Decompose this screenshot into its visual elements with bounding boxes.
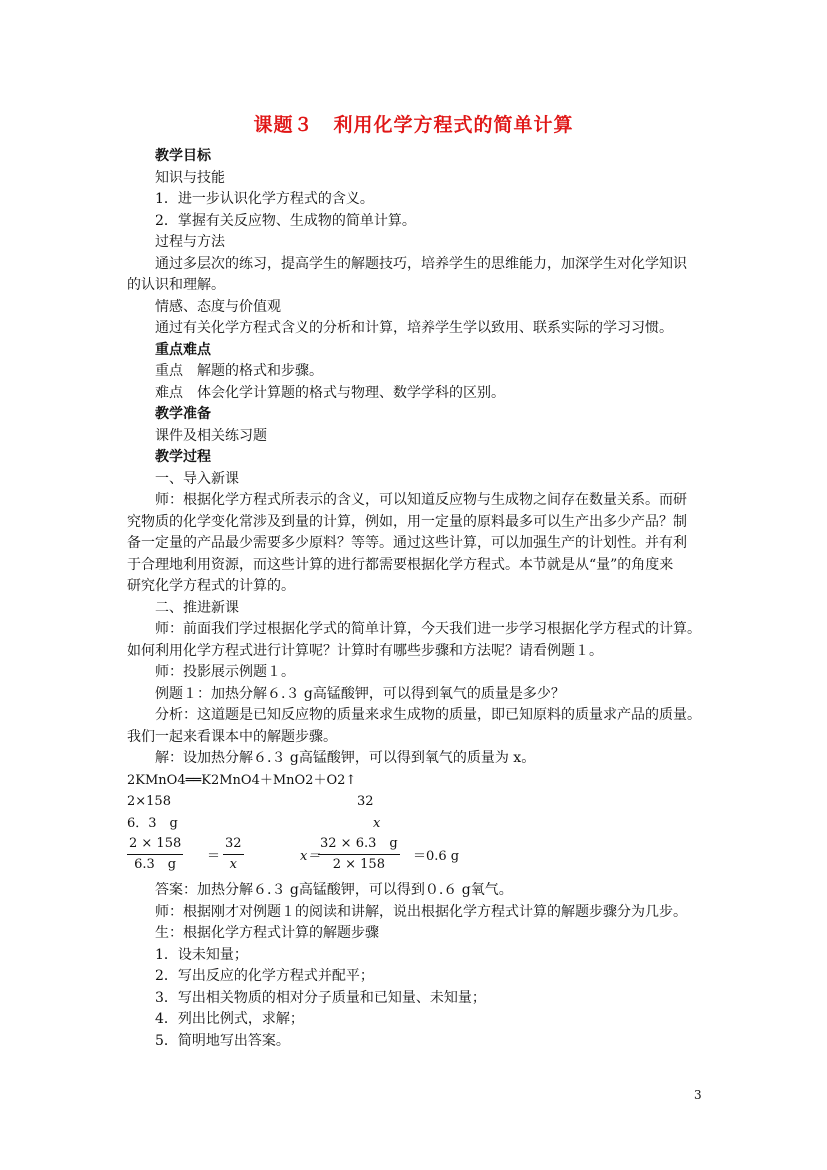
fraction-2-numerator: 32 xyxy=(223,834,244,855)
fraction-3 xyxy=(318,834,400,875)
reaction-equation xyxy=(127,770,707,792)
difficulty-point: 难点 体会化学计算题的格式与物理、数学学科的区别。 xyxy=(155,384,505,401)
process-heading: 过程与方法 xyxy=(155,234,225,250)
new-lesson-line-2: 如何利用化学方程式进行计算呢？计算时有哪些步骤和方法呢？请看例题１。 xyxy=(127,642,603,659)
given-right: x xyxy=(373,815,381,831)
new-lesson-heading: 二、推进新课 xyxy=(155,599,239,616)
step-5: 5．简明地写出答案。 xyxy=(155,1032,290,1049)
fraction-3-numerator: 32 × 6.3 g xyxy=(318,834,400,855)
emotion-heading: 情感、态度与价值观 xyxy=(155,298,281,315)
fraction-1 xyxy=(127,834,183,875)
teacher-question: 师：根据刚才对例题１的阅读和讲解，说出根据化学方程式计算的解题步骤分为几步。 xyxy=(155,903,687,920)
student-answer: 生：根据化学方程式计算的解题步骤 xyxy=(155,925,379,941)
knowledge-item-2: 2．掌握有关反应物、生成物的简单计算。 xyxy=(155,212,416,229)
step-3: 3．写出相关物质的相对分子质量和已知量、未知量； xyxy=(155,989,486,1006)
goals-heading: 教学目标 xyxy=(155,148,211,164)
analysis-line-1: 分析：这道题是已知反应物的质量来求生成物的质量，即已知原料的质量求产品的质量。 xyxy=(155,707,701,723)
mass-left: 2×158 xyxy=(127,794,171,809)
answer-line: 答案：加热分解６.３ g高锰酸钾，可以得到０.６ g氧气。 xyxy=(155,882,513,898)
process-text-line-2: 的认识和理解。 xyxy=(127,277,225,293)
fraction-3-denominator: 2 × 158 xyxy=(332,857,385,872)
x-label: x＝ xyxy=(300,849,321,864)
fraction-2-denominator: x xyxy=(229,857,237,872)
fraction-1-denominator: 6.3 g xyxy=(134,857,177,872)
key-heading: 重点难点 xyxy=(155,341,211,358)
step-1: 1．设未知量； xyxy=(155,946,248,963)
new-lesson-line-3: 师：投影展示例题１。 xyxy=(155,664,295,680)
knowledge-heading: 知识与技能 xyxy=(155,169,225,186)
given-row xyxy=(127,813,707,835)
proportion-row xyxy=(127,834,707,880)
page-number: 3 xyxy=(694,1088,702,1102)
solution-line: 解：设加热分解６.３ g高锰酸钾，可以得到氧气的质量为 x。 xyxy=(155,750,536,766)
step-4: 4．列出比例式，求解； xyxy=(155,1011,304,1027)
prep-text: 课件及相关练习题 xyxy=(155,427,267,444)
intro-paragraph-line-3: 备一定量的产品最少需要多少原料？等等。通过这些计算，可以加强生产的计划性。并有利 xyxy=(127,535,687,551)
analysis-line-2: 我们一起来看课本中的解题步骤。 xyxy=(127,728,337,745)
emotion-text: 通过有关化学方程式含义的分析和计算，培养学生学以致用、联系实际的学习习惯。 xyxy=(155,320,673,336)
reaction-text: 2KMnO4══K2MnO4＋MnO2＋O2↑ xyxy=(127,772,357,788)
given-left: 6．3 g xyxy=(127,815,178,831)
step-2: 2．写出反应的化学方程式并配平； xyxy=(155,968,374,984)
intro-paragraph-line-4: 于合理地利用资源，而这些计算的进行都需要根据化学方程式。本节就是从“量”的角度来 xyxy=(127,556,674,573)
knowledge-item-1: 1．进一步认识化学方程式的含义。 xyxy=(155,191,374,207)
result-value: ＝0.6 g xyxy=(413,849,460,864)
process-text-line-1: 通过多层次的练习，提高学生的解题技巧，培养学生的思维能力，加深学生对化学知识 xyxy=(155,255,687,272)
prep-heading: 教学准备 xyxy=(155,406,211,422)
new-lesson-line-1: 师：前面我们学过根据化学式的简单计算，今天我们进一步学习根据化学方程式的计算。 xyxy=(155,621,701,637)
example-1: 例题１：加热分解６.３ g高锰酸钾，可以得到氧气的质量是多少？ xyxy=(155,685,565,702)
key-point: 重点 解题的格式和步骤。 xyxy=(155,363,323,379)
fraction-1-numerator: 2 × 158 xyxy=(127,834,183,855)
fraction-2 xyxy=(223,834,244,875)
document-body xyxy=(127,146,707,1052)
intro-paragraph-line-2: 究物质的化学变化常涉及到量的计算，例如，用一定量的原料最多可以生产出多少产品？制 xyxy=(127,513,687,530)
mass-right: 32 xyxy=(357,794,374,809)
intro-paragraph-line-1: 师：根据化学方程式所表示的含义，可以知道反应物与生成物之间存在数量关系。而研 xyxy=(155,492,687,508)
process2-heading: 教学过程 xyxy=(155,449,211,465)
equals-sign: ＝ xyxy=(207,849,221,864)
page-title: 课题３ 利用化学方程式的简单计算 xyxy=(253,114,574,136)
mass-row xyxy=(127,791,707,813)
intro-heading: 一、导入新课 xyxy=(155,470,239,487)
intro-paragraph-line-5: 研究化学方程式的计算的。 xyxy=(127,578,295,594)
